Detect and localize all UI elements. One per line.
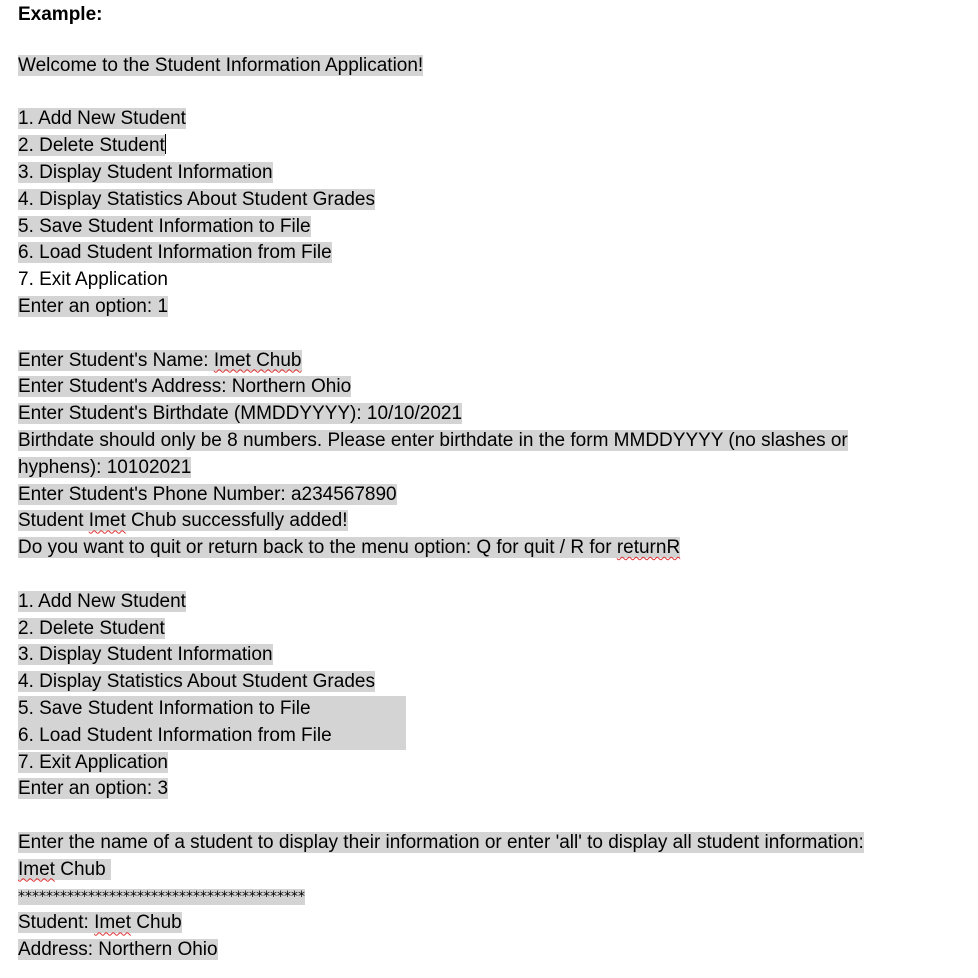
- menu-item-text: 1. Add New Student: [18, 590, 186, 612]
- menu-item-text: 7. Exit Application: [18, 751, 168, 773]
- menu-item: [18, 750, 958, 777]
- birthdate-text: Enter Student's Birthdate (MMDDYYYY): 10/10/2021: [18, 403, 463, 425]
- menu-item: [18, 723, 406, 750]
- option-prompt-line: [18, 294, 958, 321]
- name-line: [18, 348, 958, 375]
- display-prompt-line: [18, 830, 958, 857]
- option-prompt: Enter an option:: [18, 778, 158, 800]
- student-rest: Chub: [131, 912, 182, 934]
- name-value: Imet Chub: [213, 349, 302, 371]
- option-prompt-line: [18, 776, 958, 803]
- menu-item: [18, 240, 958, 267]
- menu-item-text: 5. Save Student Information to File: [18, 697, 311, 719]
- display-prompt: Enter the name of a student to display their information or enter 'all' to display all student information:: [18, 831, 864, 853]
- success-suffix: Chub successfully added!: [125, 510, 348, 532]
- menu-item-text: 4. Display Statistics About Student Grades: [18, 188, 375, 210]
- welcome-text: Welcome to the Student Information Application!: [18, 54, 424, 76]
- separator: *****************************************: [18, 888, 305, 905]
- display-name-rest: Chub: [54, 858, 111, 880]
- menu-item-text: 5. Save Student Information to File: [18, 215, 311, 237]
- address-line: [18, 374, 958, 401]
- success-name: Imet: [88, 510, 126, 532]
- menu-item: [18, 669, 958, 696]
- menu-item-text: 7. Exit Application: [18, 269, 168, 291]
- student-first: Imet: [94, 912, 132, 934]
- welcome-line: [18, 53, 958, 80]
- blank-line: [18, 803, 958, 830]
- blank-line: [18, 26, 958, 53]
- blank-line: [18, 562, 958, 589]
- menu-item-text: 2. Delete Student: [18, 617, 165, 639]
- name-prompt: Enter Student's Name:: [18, 349, 214, 371]
- menu-item-text: 2. Delete Student: [18, 135, 165, 157]
- menu-item-text: 1. Add New Student: [18, 108, 186, 130]
- option-value: 3: [157, 778, 169, 800]
- quit-line: [18, 535, 958, 562]
- menu-item: [18, 160, 958, 187]
- option-prompt: Enter an option:: [18, 295, 158, 317]
- separator-line: [18, 884, 958, 911]
- birthdate-error-line: [18, 428, 896, 482]
- menu-item: [18, 696, 406, 723]
- menu-item: [18, 642, 958, 669]
- menu-item: [18, 616, 958, 643]
- phone-text: Enter Student's Phone Number: a234567890: [18, 483, 397, 505]
- menu-item-text: 3. Display Student Information: [18, 161, 273, 183]
- success-prefix: Student: [18, 510, 89, 532]
- display-name-first: Imet: [18, 858, 55, 880]
- menu-block: [18, 696, 406, 750]
- address-text: Enter Student's Address: Northern Ohio: [18, 376, 352, 398]
- phone-line: [18, 482, 958, 509]
- birthdate-line: [18, 401, 958, 428]
- student-label: Student:: [18, 912, 95, 934]
- menu-item: [18, 214, 958, 241]
- student-line: [18, 910, 958, 937]
- option-value: 1: [157, 295, 169, 317]
- student-address: Address: Northern Ohio: [18, 939, 218, 961]
- blank-line: [18, 80, 958, 107]
- menu-item-text: 6. Load Student Information from File: [18, 724, 332, 746]
- menu-item-text: 6. Load Student Information from File: [18, 242, 332, 264]
- menu-item: [18, 589, 958, 616]
- quit-answer: returnR: [616, 537, 681, 559]
- menu-item-text: 4. Display Statistics About Student Grades: [18, 671, 375, 693]
- student-address-line: [18, 937, 958, 964]
- quit-prompt: Do you want to quit or return back to the menu option: Q for quit / R for: [18, 537, 617, 559]
- example-heading: Example:: [18, 4, 103, 25]
- menu-item: [18, 187, 958, 214]
- birthdate-error-text: Birthdate should only be 8 numbers. Please enter birthdate in the form MMDDYYYY (no slashes or hyphens): 10102021: [18, 429, 848, 478]
- display-name-line: [18, 857, 958, 884]
- menu-item-text: 3. Display Student Information: [18, 644, 273, 666]
- menu-item: [18, 106, 958, 133]
- menu-item: [18, 133, 958, 160]
- blank-line: [18, 321, 958, 348]
- success-line: [18, 508, 958, 535]
- menu-item: [18, 267, 958, 294]
- text-cursor: [165, 134, 166, 154]
- document-page: [18, 4, 958, 964]
